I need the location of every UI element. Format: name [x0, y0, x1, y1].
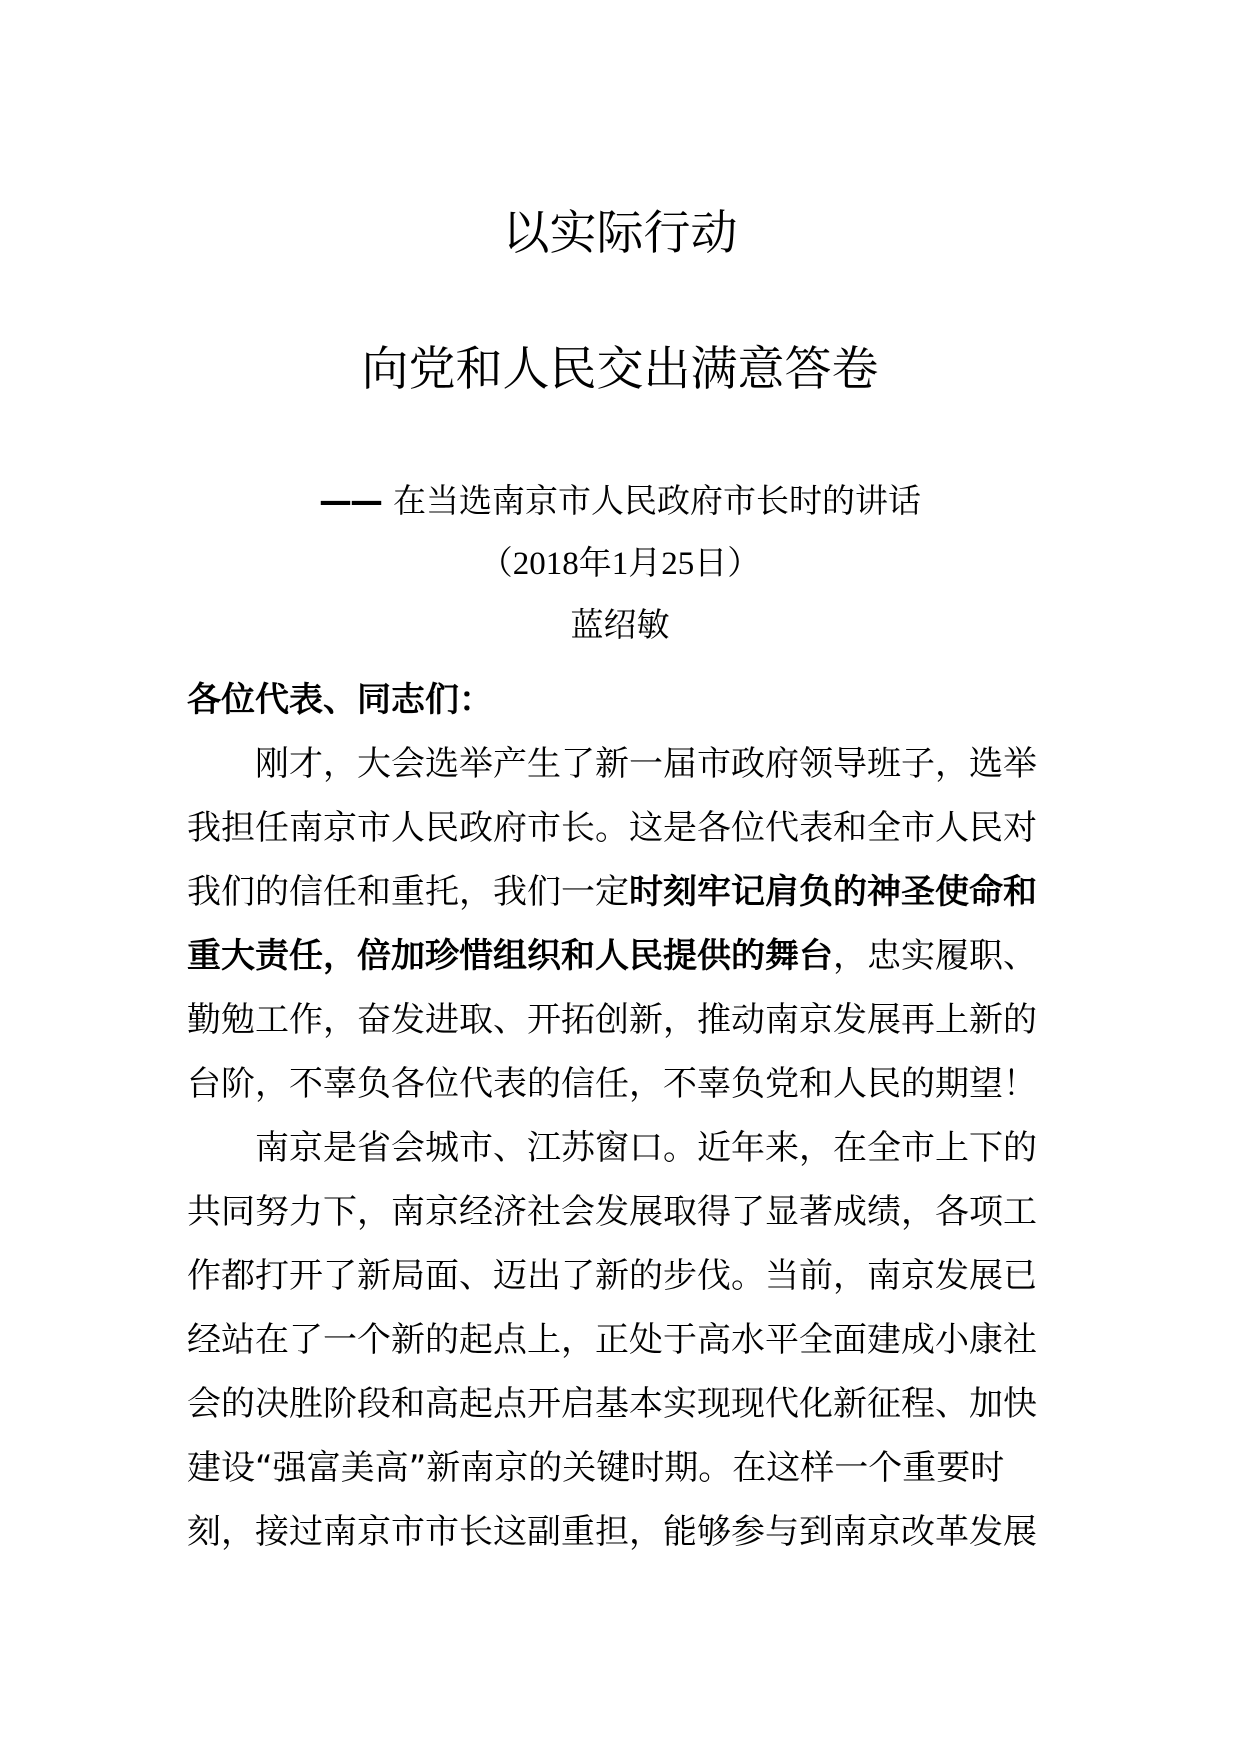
author-name: 蓝绍敏 [570, 605, 670, 644]
paragraph-1-line-4 [187, 924, 1057, 988]
paragraph-1-line-1: 刚才，大会选举产生了新一届市政府领导班子，选举 [255, 744, 1037, 784]
paragraph-1-line-3 [187, 860, 1057, 924]
paragraph-1-line-4-bold: 重大责任，倍加珍惜组织和人民提供的舞台 [187, 936, 833, 976]
paragraph-1-line-2: 我担任南京市人民政府市长。这是各位代表和全市人民对 [187, 808, 1037, 848]
paragraph-2-line-1: 南京是省会城市、江苏窗口。近年来，在全市上下的 [255, 1128, 1037, 1168]
salutation: 各位代表、同志们： [187, 680, 493, 720]
speech-date [0, 541, 1240, 586]
date-close-paren: ） [727, 543, 761, 582]
paragraph-2-line-3: 作都打开了新局面、迈出了新的步伐。当前，南京发展已 [187, 1256, 1037, 1296]
paragraph-2-line-7: 刻，接过南京市市长这副重担，能够参与到南京改革发展 [187, 1512, 1037, 1552]
paragraph-1-line-3-bold: 时刻牢记肩负的神圣使命和 [629, 872, 1037, 912]
paragraph-1-line-6: 台阶，不辜负各位代表的信任，不辜负党和人民的期望！ [187, 1064, 1037, 1104]
date-month-unit: 月 [628, 543, 662, 582]
paragraph-1-line-5: 勤勉工作，奋发进取、开拓创新，推动南京发展再上新的 [187, 1000, 1037, 1040]
date-year-unit: 年 [578, 543, 612, 582]
date-day-unit: 日 [694, 543, 728, 582]
date-year: 2018 [512, 546, 579, 582]
paragraph-2-line-6: 建设“强富美高”新南京的关键时期。在这样一个重要时 [187, 1448, 1005, 1488]
subtitle-text: 在当选南京市人民政府市长时的讲话 [393, 481, 921, 520]
paragraph-1-line-3-plain: 我们的信任和重托，我们一定 [187, 872, 629, 912]
date-day: 25 [661, 546, 695, 582]
speech-body [187, 668, 1057, 1564]
paragraph-2-line-4: 经站在了一个新的起点上，正处于高水平全面建成小康社 [187, 1320, 1037, 1360]
date-open-paren: （ [479, 543, 513, 582]
subtitle [0, 479, 1240, 523]
date-month: 1 [611, 546, 629, 582]
paragraph-2-line-2: 共同努力下，南京经济社会发展取得了显著成绩，各项工 [187, 1192, 1037, 1232]
title-line-2: 向党和人民交出满意答卷 [361, 342, 879, 397]
paragraph-2-line-5: 会的决胜阶段和高起点开启基本实现现代化新征程、加快 [187, 1384, 1037, 1424]
subtitle-dash: —— [319, 481, 381, 520]
title-line-1: 以实际行动 [502, 206, 738, 261]
paragraph-1-line-4-plain: ，忠实履职、 [833, 936, 1037, 976]
